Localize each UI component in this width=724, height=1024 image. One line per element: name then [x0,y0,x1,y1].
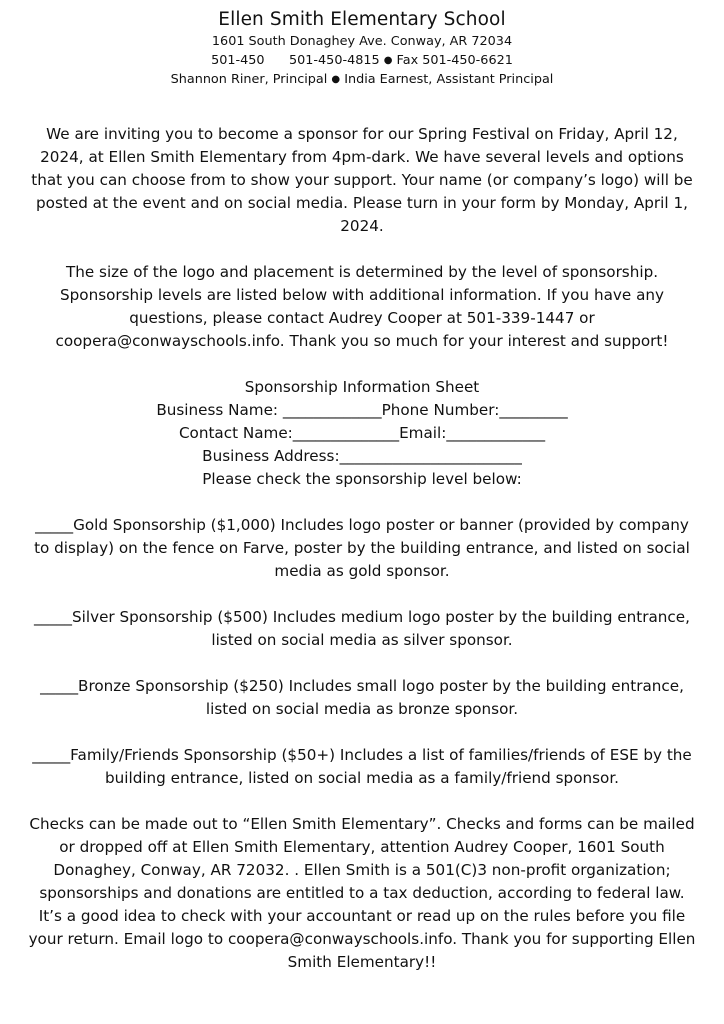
phone-2: 501-450-4815 [289,53,380,68]
letterhead [28,8,696,89]
business-address-line: Business Address:________________________ [202,447,522,465]
silver-sponsorship: _____Silver Sponsorship ($500) Includes medium logo poster by the building entrance, listed on social media as silver sponsor. [34,608,690,649]
assistant-principal: India Earnest, Assistant Principal [344,72,554,87]
family-friends-sponsorship: _____Family/Friends Sponsorship ($50+) Includes a list of families/friends of ESE by the building entrance, listed on social media as a family/friend sponsor. [32,746,692,787]
sponsorship-form [28,376,696,491]
school-address: 1601 South Donaghey Ave. Conway, AR 72034 [211,34,513,49]
principal: Shannon Riner, Principal [170,72,328,87]
bullet-icon: ● [331,74,341,85]
business-phone-line: Business Name: _____________Phone Number:_________ [156,401,568,419]
phone-1: 501-450 [211,53,265,68]
sponsorship-info-paragraph: The size of the logo and placement is determined by the level of sponsorship. Sponsorship levels are listed below with additional information. If you have any questions, please contact Audrey Cooper at 501-339-1447 or coopera@conwayschools.info. Thank you so much for your interest and support! [55,263,669,350]
bronze-sponsorship: _____Bronze Sponsorship ($250) Includes small logo poster by the building entrance, listed on social media as bronze sponsor. [40,677,684,718]
school-name: Ellen Smith Elementary School [218,9,506,30]
gold-sponsorship: _____Gold Sponsorship ($1,000) Includes logo poster or banner (provided by company to display) on the fence on Farve, poster by the building entrance, and listed on social media as gold sponsor. [34,516,690,580]
contact-email-line: Contact Name:______________Email:_____________ [178,424,546,442]
fax-number: Fax 501-450-6621 [396,53,513,68]
closing-paragraph: Checks can be made out to “Ellen Smith Elementary”. Checks and forms can be mailed or dropped off at Ellen Smith Elementary, attention Audrey Cooper, 1601 South Donaghey, Conway, AR 72032. . Ellen Smith is a 501(C)3 non-profit organization; sponsorships and donations are entitled to a tax deduction, according to federal law. It’s a good idea to check with your accountant or read up on the rules before you file your return. Email logo to coopera@conwayschools.info. Thank you for supporting Ellen Smith Elementary!! [28,815,696,971]
contact-numbers [28,51,696,70]
administration [28,70,696,89]
bullet-icon: ● [383,55,393,66]
form-title: Sponsorship Information Sheet [244,378,480,396]
check-level-instruction: Please check the sponsorship level below: [202,470,522,488]
invitation-paragraph: We are inviting you to become a sponsor for our Spring Festival on Friday, April 12, 2024, at Ellen Smith Elementary from 4pm-dark. We have several levels and options that you can choose from to show your support. Your name (or company’s logo) will be posted at the event and on social media. Please turn in your form by Monday, April 1, 2024. [31,125,693,235]
